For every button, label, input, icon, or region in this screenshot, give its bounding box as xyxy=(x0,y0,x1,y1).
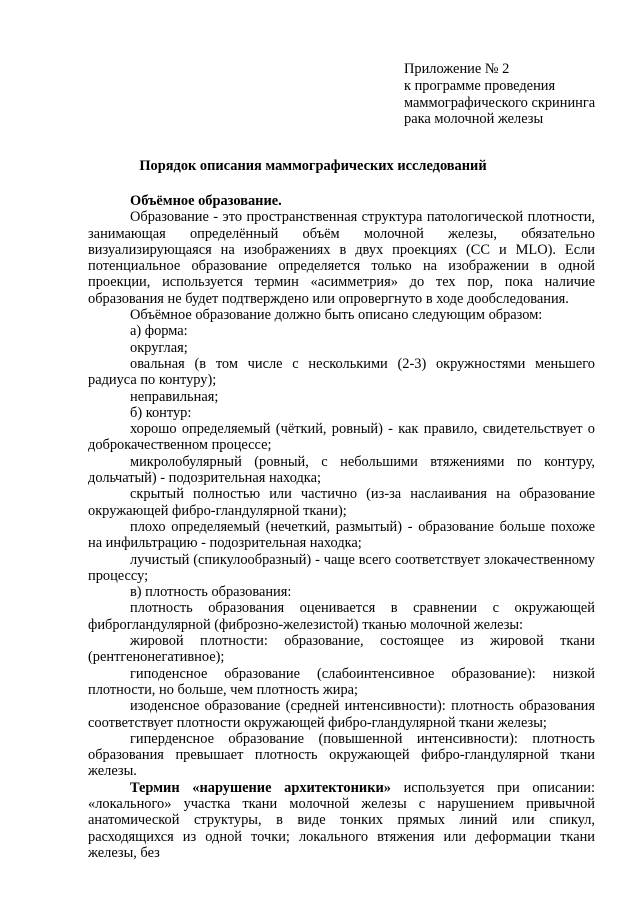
paragraph: Образование - это пространственная структура патологической плотности, занимающая определённый объём молочной железы, обязательно визуализирующаяся на изображениях в двух проекциях (CC и MLO). Если потенциальное образование определяется только на изображении в одной проекции, используется термин «асимметрия» до тех пор, пока наличие образования не будет подтверждено или опровергнуто в ходе дообследования. xyxy=(88,209,595,307)
list-label: в) плотность образования: xyxy=(130,584,292,601)
list-item: микролобулярный (ровный, с небольшими втяжениями по контуру, дольчатый) - подозрительная находка; xyxy=(88,453,595,487)
paragraph-text: используется при описании: «локального» участка ткани молочной железы с нарушением привычной анатомической структуры, в виде тонких прямых линий или спикул, расходящихся из одной точки; локального втяжения или деформации ткани железы, без xyxy=(88,779,596,861)
term-architecture-distortion: Термин «нарушение архитектоники» xyxy=(130,779,391,796)
list-item: лучистый (спикулообразный) - чаще всего соответствует злокачественному процессу; xyxy=(88,551,595,584)
list-item: плохо определяемый (нечеткий, размытый) - образование больше похоже на инфильтрацию - подозрительная находка; xyxy=(88,518,595,552)
list-item: хорошо определяемый (чёткий, ровный) - как правило, свидетельствует о доброкачественном процессе; xyxy=(88,421,595,454)
section-heading: Объёмное образование. xyxy=(130,193,282,209)
appendix-line-1: Приложение № 2 xyxy=(404,61,510,77)
document-title: Порядок описания маммографических исследований xyxy=(139,158,487,174)
appendix-line-4: рака молочной железы xyxy=(404,111,544,128)
list-label: а) форма: xyxy=(130,323,188,340)
list-item: скрытый полностью или частично (из-за наслаивания на образование окружающей фибро-гландулярной ткани); xyxy=(88,486,595,519)
document-body xyxy=(88,193,595,861)
paragraph: Объёмное образование должно быть описано следующим образом: xyxy=(130,307,543,324)
list-item: жировой плотности: образование, состоящее из жировой ткани (рентгенонегативное); xyxy=(88,633,595,666)
appendix-note xyxy=(404,61,595,128)
list-item: гиподенсное образование (слабоинтенсивное образование): низкой плотности, но больше, чем плотность жира; xyxy=(88,665,595,698)
paragraph: плотность образования оценивается в сравнении с окружающей фиброгландулярной (фиброзно-железистой) тканью молочной железы: xyxy=(88,600,595,633)
list-item: изоденсное образование (средней интенсивности): плотность образования соответствует плотности окружающей фибро-гландулярной ткани железы; xyxy=(88,698,595,731)
paragraph xyxy=(88,780,595,861)
list-item: гиперденсное образование (повышенной интенсивности): плотность образования превышает плотность окружающей фибро-гландулярной ткани железы. xyxy=(88,730,595,780)
appendix-line-2: к программе проведения xyxy=(404,77,556,94)
appendix-line-3: маммографического скрининга xyxy=(404,94,596,111)
list-item: овальная (в том числе с несколькими (2-3) окружностями меньшего радиуса по контуру); xyxy=(88,355,595,389)
list-item: округлая; xyxy=(130,339,188,356)
list-item: неправильная; xyxy=(130,388,219,405)
list-label: б) контур: xyxy=(130,404,192,421)
